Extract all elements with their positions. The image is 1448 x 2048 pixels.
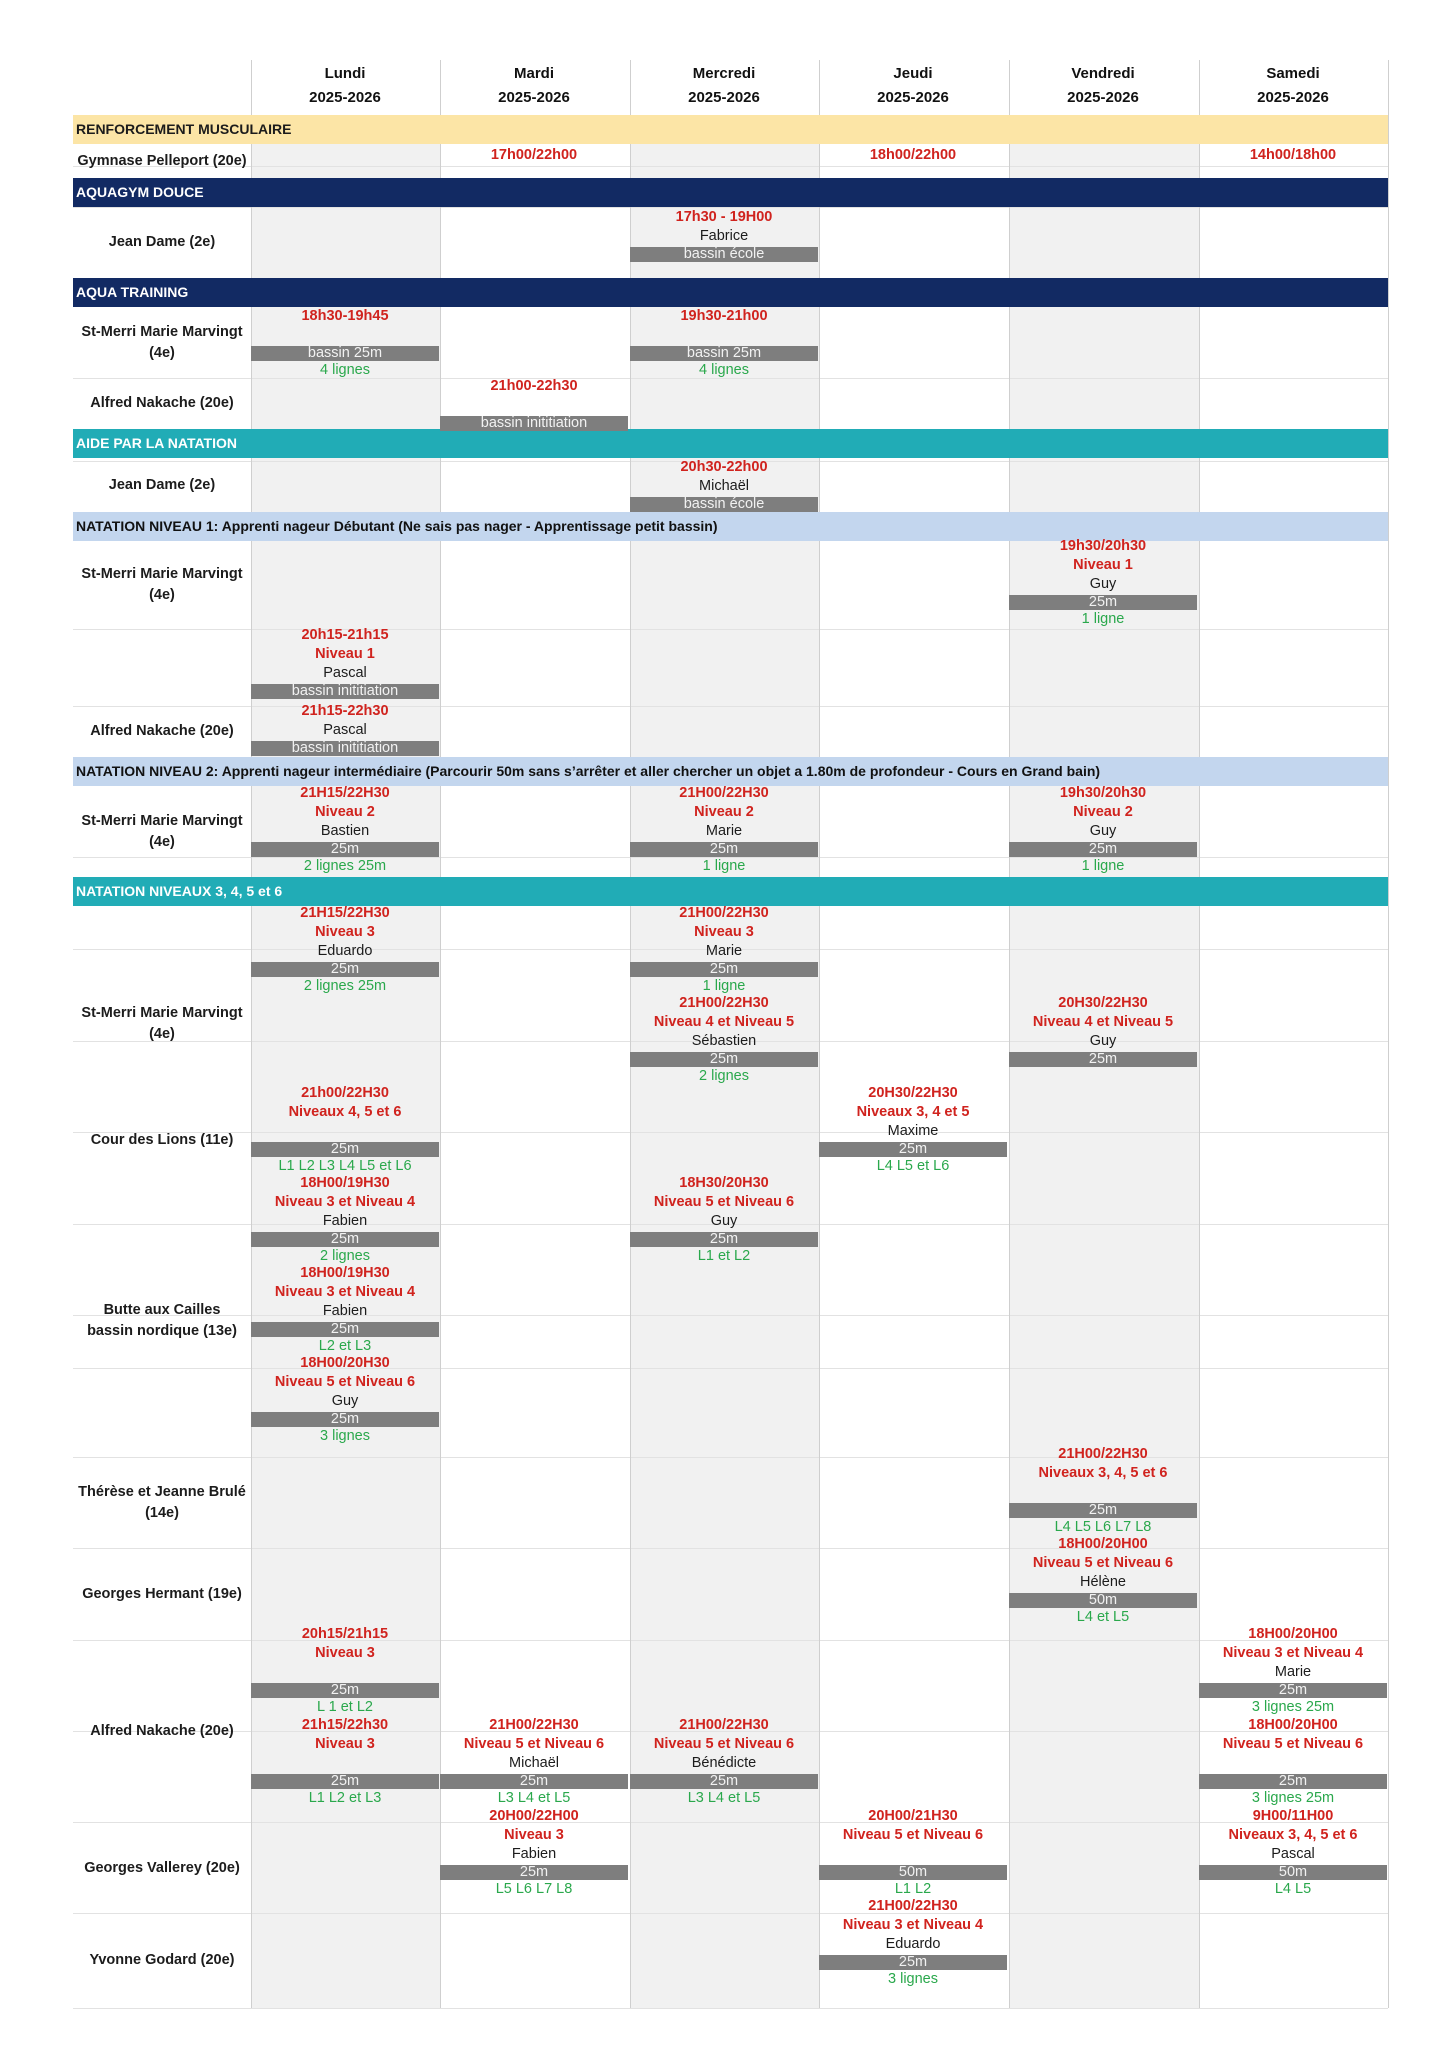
slot-pool: 25m bbox=[440, 1865, 628, 1880]
slot-lanes: 4 lignes bbox=[699, 362, 749, 378]
section-band: RENFORCEMENT MUSCULAIRE bbox=[73, 115, 1388, 144]
slot-pool: 25m bbox=[251, 1412, 439, 1427]
venue-line: (4e) bbox=[149, 587, 175, 603]
slot-time: 14h00/18h00 bbox=[1249, 147, 1337, 163]
venue-line: Butte aux Cailles bbox=[103, 1301, 221, 1318]
venue-line: Georges Vallerey (20e) bbox=[84, 1859, 240, 1876]
slot-time: Niveau 5 et Niveau 6 bbox=[653, 1194, 795, 1210]
venue-label bbox=[73, 207, 251, 278]
slot-time: 20h15-21h15 bbox=[301, 627, 389, 643]
slot-time: Niveau 4 et Niveau 5 bbox=[653, 1014, 795, 1030]
slot-coach: Fabien bbox=[322, 1303, 368, 1319]
slot-pool: 25m bbox=[630, 1232, 818, 1247]
venue-line: Alfred Nakache (20e) bbox=[90, 723, 234, 739]
class-slot bbox=[251, 784, 439, 875]
venue-line: St-Merri Marie Marvingt bbox=[81, 1004, 243, 1021]
slot-pool: bassin inititiation bbox=[251, 684, 439, 699]
slot-pool: 25m bbox=[1199, 1774, 1387, 1789]
slot-time: 21H15/22H30 bbox=[300, 905, 390, 921]
class-slot bbox=[630, 1174, 818, 1265]
day-header-mardi bbox=[440, 62, 628, 114]
slot-time: Niveau 3 bbox=[694, 924, 754, 940]
slot-coach: Bastien bbox=[320, 823, 370, 839]
slot-lanes: 1 ligne bbox=[1081, 858, 1125, 874]
class-slot bbox=[1009, 537, 1197, 628]
slot-pool: 25m bbox=[251, 842, 439, 857]
slot-time: 18h00/22h00 bbox=[869, 147, 957, 163]
venue-line: Georges Hermant (19e) bbox=[82, 1585, 242, 1602]
slot-spacer bbox=[251, 1754, 439, 1773]
slot-time: 9H00/11H00 bbox=[1252, 1808, 1334, 1824]
section-band: AQUAGYM DOUCE bbox=[73, 178, 1388, 207]
slot-lanes: 2 lignes bbox=[320, 1248, 370, 1264]
slot-pool: 25m bbox=[630, 1774, 818, 1789]
day-name: Vendredi bbox=[1071, 65, 1135, 82]
slot-lanes: 1 ligne bbox=[702, 978, 746, 994]
slot-time: 18H00/20H00 bbox=[1248, 1717, 1338, 1733]
slot-pool: 25m bbox=[1009, 1503, 1197, 1518]
slot-time: 21H00/22H30 bbox=[679, 785, 769, 801]
slot-coach: Pascal bbox=[323, 722, 367, 738]
slot-lanes: L1 L2 bbox=[894, 1881, 932, 1897]
slot-time: Niveau 3 et Niveau 4 bbox=[1222, 1645, 1364, 1661]
day-season: 2025-2026 bbox=[1257, 89, 1329, 106]
slot-pool: bassin inititiation bbox=[440, 416, 628, 431]
slot-spacer bbox=[1199, 1754, 1387, 1773]
slot-time: 20H00/21H30 bbox=[868, 1808, 958, 1824]
section-band: NATATION NIVEAU 1: Apprenti nageur Débutant (Ne sais pas nager - Apprentissage petit bassin) bbox=[73, 512, 1388, 541]
venue-name bbox=[81, 564, 242, 606]
slot-lanes: L5 L6 L7 L8 bbox=[495, 1881, 573, 1897]
slot-spacer bbox=[1009, 1483, 1197, 1502]
venue-name bbox=[109, 232, 215, 253]
venue-label bbox=[73, 706, 251, 757]
venue-name bbox=[82, 1584, 242, 1605]
class-slot bbox=[819, 1807, 1007, 1898]
day-header-jeudi bbox=[819, 62, 1007, 114]
venue-label bbox=[73, 1095, 251, 1185]
venue-name bbox=[78, 1482, 246, 1524]
slot-pool: 25m bbox=[251, 1322, 439, 1337]
slot-time: 20H30/22H30 bbox=[1058, 995, 1148, 1011]
slot-lanes: L3 L4 et L5 bbox=[687, 1790, 761, 1806]
slot-pool: 25m bbox=[630, 962, 818, 977]
class-slot bbox=[1009, 994, 1197, 1068]
class-slot bbox=[819, 146, 1007, 165]
slot-time: Niveau 2 bbox=[1073, 804, 1133, 820]
slot-coach: Eduardo bbox=[885, 1936, 941, 1952]
slot-time: 20H00/22H00 bbox=[489, 1808, 579, 1824]
row-separator bbox=[73, 1822, 1388, 1823]
slot-time: 21H00/22H30 bbox=[868, 1898, 958, 1914]
slot-time: Niveaux 3, 4 et 5 bbox=[856, 1104, 970, 1120]
slot-lanes: L1 L2 L3 L4 L5 et L6 bbox=[278, 1158, 412, 1174]
slot-time: 21h15-22h30 bbox=[301, 703, 389, 719]
slot-coach: Hélène bbox=[1080, 1574, 1126, 1590]
slot-time: Niveau 5 et Niveau 6 bbox=[274, 1374, 416, 1390]
day-season: 2025-2026 bbox=[1067, 89, 1139, 106]
slot-pool: bassin école bbox=[630, 497, 818, 512]
column-divider bbox=[1388, 60, 1389, 2008]
venue-name bbox=[87, 1300, 237, 1342]
day-name: Jeudi bbox=[893, 65, 933, 82]
slot-coach: Eduardo bbox=[317, 943, 373, 959]
slot-lanes: L4 L5 bbox=[1274, 1881, 1312, 1897]
slot-time: 20h15/21h15 bbox=[301, 1626, 389, 1642]
venue-line: (4e) bbox=[149, 834, 175, 850]
section-band: NATATION NIVEAUX 3, 4, 5 et 6 bbox=[73, 877, 1388, 906]
slot-pool: 25m bbox=[819, 1142, 1007, 1157]
class-slot bbox=[1009, 1445, 1197, 1536]
slot-pool: 25m bbox=[251, 1142, 439, 1157]
class-slot bbox=[251, 1084, 439, 1175]
slot-time: 21h15/22h30 bbox=[301, 1717, 389, 1733]
slot-spacer bbox=[251, 1122, 439, 1141]
venue-name bbox=[90, 393, 233, 414]
venue-name bbox=[81, 1003, 242, 1045]
slot-lanes: 3 lignes 25m bbox=[1251, 1790, 1335, 1806]
slot-lanes: L4 et L5 bbox=[1076, 1609, 1130, 1625]
day-season: 2025-2026 bbox=[309, 89, 381, 106]
class-slot bbox=[440, 377, 628, 432]
day-season: 2025-2026 bbox=[877, 89, 949, 106]
venue-name bbox=[90, 721, 233, 742]
slot-lanes: 2 lignes 25m bbox=[303, 978, 387, 994]
slot-coach: Pascal bbox=[323, 665, 367, 681]
slot-time: Niveau 5 et Niveau 6 bbox=[653, 1736, 795, 1752]
slot-time: 21H15/22H30 bbox=[300, 785, 390, 801]
slot-lanes: 1 ligne bbox=[1081, 611, 1125, 627]
venue-line: Jean Dame (2e) bbox=[108, 476, 216, 493]
slot-time: Niveaux 4, 5 et 6 bbox=[288, 1104, 402, 1120]
venue-label bbox=[73, 541, 251, 629]
section-band: NATATION NIVEAU 2: Apprenti nageur intermédiaire (Parcourir 50m sans s’arrêter et aller chercher un objet a 1.80m de profondeur - Cours en Grand bain) bbox=[73, 757, 1388, 786]
slot-time: 21H00/22H30 bbox=[489, 1717, 579, 1733]
slot-pool: 25m bbox=[251, 1774, 439, 1789]
slot-time: 20H30/22H30 bbox=[868, 1085, 958, 1101]
slot-coach: Fabien bbox=[511, 1846, 557, 1862]
slot-time: Niveau 2 bbox=[315, 804, 375, 820]
slot-lanes: 1 ligne bbox=[702, 858, 746, 874]
slot-time: 21H00/22H30 bbox=[1058, 1446, 1148, 1462]
class-slot bbox=[819, 1897, 1007, 1988]
slot-pool: 25m bbox=[1009, 595, 1197, 610]
slot-lanes: L 1 et L2 bbox=[317, 1699, 373, 1715]
slot-pool: bassin 25m bbox=[630, 346, 818, 361]
slot-time: Niveau 5 et Niveau 6 bbox=[463, 1736, 605, 1752]
slot-time: Niveau 1 bbox=[1073, 557, 1133, 573]
venue-label bbox=[73, 1548, 251, 1640]
day-header-vendredi bbox=[1009, 62, 1197, 114]
slot-time: Niveau 3 et Niveau 4 bbox=[842, 1917, 984, 1933]
slot-lanes: L4 L5 L6 L7 L8 bbox=[1054, 1519, 1152, 1535]
slot-lanes: 3 lignes 25m bbox=[1251, 1699, 1335, 1715]
slot-coach: Marie bbox=[705, 943, 743, 959]
class-slot bbox=[630, 994, 818, 1085]
slot-coach: Maxime bbox=[887, 1123, 939, 1139]
slot-time: 18H00/19H30 bbox=[300, 1175, 390, 1191]
venue-label bbox=[73, 787, 251, 877]
venue-name bbox=[109, 475, 215, 496]
venue-line: (4e) bbox=[149, 1025, 175, 1042]
venue-label bbox=[73, 1184, 251, 1457]
class-slot bbox=[251, 1354, 439, 1445]
venue-line: (14e) bbox=[145, 1504, 179, 1521]
slot-time: Niveau 3 bbox=[504, 1827, 564, 1843]
slot-pool: 25m bbox=[251, 962, 439, 977]
class-slot bbox=[1009, 1535, 1197, 1626]
slot-time: Niveau 5 et Niveau 6 bbox=[842, 1827, 984, 1843]
slot-pool: 50m bbox=[1009, 1593, 1197, 1608]
slot-spacer bbox=[251, 1663, 439, 1682]
slot-time: 21h00-22h30 bbox=[490, 378, 578, 394]
venue-name bbox=[89, 1950, 234, 1971]
slot-spacer bbox=[819, 1845, 1007, 1864]
venue-line: St-Merri Marie Marvingt bbox=[81, 566, 243, 582]
slot-time: Niveau 3 bbox=[315, 924, 375, 940]
slot-lanes: 2 lignes bbox=[699, 1068, 749, 1084]
slot-lanes: 3 lignes bbox=[320, 1428, 370, 1444]
slot-coach: Sébastien bbox=[691, 1033, 757, 1049]
slot-spacer bbox=[630, 326, 818, 345]
slot-time: 21H00/22H30 bbox=[679, 995, 769, 1011]
class-slot bbox=[1009, 784, 1197, 875]
slot-coach: Fabien bbox=[322, 1213, 368, 1229]
slot-coach: Pascal bbox=[1271, 1846, 1315, 1862]
slot-pool: 25m bbox=[251, 1232, 439, 1247]
venue-label bbox=[73, 145, 251, 177]
venue-line: St-Merri Marie Marvingt bbox=[81, 323, 243, 340]
venue-line: St-Merri Marie Marvingt bbox=[81, 813, 243, 829]
class-slot bbox=[630, 784, 818, 875]
slot-coach: Guy bbox=[710, 1213, 738, 1229]
class-slot bbox=[630, 307, 818, 379]
venue-line: Cour des Lions (11e) bbox=[90, 1131, 234, 1148]
slot-time: Niveau 1 bbox=[315, 646, 375, 662]
slot-pool: 25m bbox=[1009, 842, 1197, 857]
class-slot bbox=[251, 1625, 439, 1716]
venue-label bbox=[73, 307, 251, 378]
class-slot bbox=[251, 626, 439, 700]
slot-time: 18H30/20H30 bbox=[679, 1175, 769, 1191]
section-band: AIDE PAR LA NATATION bbox=[73, 429, 1388, 458]
venue-line: Jean Dame (2e) bbox=[108, 234, 216, 250]
slot-time: 18H00/20H30 bbox=[300, 1355, 390, 1371]
slot-time: Niveau 5 et Niveau 6 bbox=[1222, 1736, 1364, 1752]
slot-time: Niveau 2 bbox=[694, 804, 754, 820]
venue-name bbox=[81, 322, 242, 364]
slot-lanes: 4 lignes bbox=[320, 362, 370, 378]
slot-lanes: L2 et L3 bbox=[318, 1338, 372, 1354]
venue-name bbox=[91, 1130, 234, 1151]
class-slot bbox=[630, 458, 818, 513]
class-slot bbox=[440, 1807, 628, 1898]
slot-time: 18H00/19H30 bbox=[300, 1265, 390, 1281]
slot-coach: Marie bbox=[1274, 1664, 1312, 1680]
class-slot bbox=[630, 904, 818, 995]
slot-time: 18H00/20H00 bbox=[1248, 1626, 1338, 1642]
slot-time: 21H00/22H30 bbox=[679, 905, 769, 921]
class-slot bbox=[251, 702, 439, 757]
slot-time: Niveau 3 et Niveau 4 bbox=[274, 1194, 416, 1210]
slot-pool: 25m bbox=[1199, 1683, 1387, 1698]
class-slot bbox=[1199, 146, 1387, 165]
row-separator bbox=[73, 1913, 1388, 1914]
slot-coach: Fabrice bbox=[699, 228, 749, 244]
slot-pool: 25m bbox=[251, 1683, 439, 1698]
class-slot bbox=[1199, 1807, 1387, 1898]
slot-pool: 50m bbox=[819, 1865, 1007, 1880]
slot-pool: 25m bbox=[819, 1955, 1007, 1970]
class-slot bbox=[251, 307, 439, 379]
class-slot bbox=[819, 1084, 1007, 1175]
venue-line: bassin nordique (13e) bbox=[87, 1322, 237, 1339]
class-slot bbox=[630, 1716, 818, 1807]
slot-coach: Guy bbox=[1089, 576, 1117, 592]
slot-time: 21h00/22H30 bbox=[301, 1085, 389, 1101]
slot-time: 19h30/20h30 bbox=[1059, 538, 1147, 554]
slot-pool: 25m bbox=[440, 1774, 628, 1789]
day-header-mercredi bbox=[630, 62, 818, 114]
slot-pool: 25m bbox=[630, 1052, 818, 1067]
day-season: 2025-2026 bbox=[688, 89, 760, 106]
venue-line: Thérèse et Jeanne Brulé bbox=[78, 1483, 246, 1500]
venue-name bbox=[81, 811, 242, 853]
slot-pool: 25m bbox=[1009, 1052, 1197, 1067]
class-slot bbox=[251, 1174, 439, 1265]
day-header-lundi bbox=[251, 62, 439, 114]
slot-coach: Michaël bbox=[509, 1755, 559, 1771]
column-divider bbox=[819, 60, 820, 2008]
slot-time: Niveau 3 bbox=[315, 1736, 375, 1752]
slot-lanes: L1 et L2 bbox=[697, 1248, 751, 1264]
class-slot bbox=[440, 146, 628, 165]
slot-time: Niveau 5 et Niveau 6 bbox=[1032, 1555, 1174, 1571]
row-separator bbox=[73, 166, 1388, 167]
slot-time: 21H00/22H30 bbox=[679, 1717, 769, 1733]
class-slot bbox=[1199, 1716, 1387, 1807]
slot-lanes: 2 lignes 25m bbox=[303, 858, 387, 874]
slot-time: Niveaux 3, 4, 5 et 6 bbox=[1038, 1465, 1168, 1481]
slot-coach: Guy bbox=[1089, 823, 1117, 839]
slot-time: Niveau 3 bbox=[315, 1645, 375, 1661]
venue-label bbox=[73, 378, 251, 429]
class-slot bbox=[440, 1716, 628, 1807]
venue-label bbox=[73, 1823, 251, 1913]
slot-pool: bassin inititiation bbox=[251, 741, 439, 756]
slot-lanes: L3 L4 et L5 bbox=[497, 1790, 571, 1806]
day-name: Samedi bbox=[1266, 65, 1320, 82]
slot-spacer bbox=[251, 326, 439, 345]
row-separator bbox=[73, 2008, 1388, 2009]
slot-time: 20h30-22h00 bbox=[680, 459, 768, 475]
venue-name bbox=[84, 1858, 240, 1879]
slot-coach: Michaël bbox=[699, 478, 749, 494]
venue-line: Yvonne Godard (20e) bbox=[89, 1952, 235, 1968]
class-slot bbox=[251, 1716, 439, 1807]
slot-time: Niveaux 3, 4, 5 et 6 bbox=[1228, 1827, 1358, 1843]
slot-coach: Guy bbox=[1089, 1033, 1117, 1049]
slot-pool: bassin 25m bbox=[251, 346, 439, 361]
class-slot bbox=[251, 1264, 439, 1355]
venue-label bbox=[73, 1640, 251, 1823]
day-header-samedi bbox=[1199, 62, 1387, 114]
class-slot bbox=[251, 904, 439, 995]
venue-name bbox=[90, 1721, 233, 1742]
class-slot bbox=[1199, 1625, 1387, 1716]
venue-line: Alfred Nakache (20e) bbox=[90, 395, 234, 411]
day-name: Lundi bbox=[324, 65, 366, 82]
venue-label bbox=[73, 1457, 251, 1548]
venue-label bbox=[73, 1913, 251, 2008]
day-name: Mercredi bbox=[692, 65, 756, 82]
venue-line: Gymnase Pelleport (20e) bbox=[77, 152, 247, 169]
slot-lanes: 3 lignes bbox=[888, 1971, 938, 1987]
venue-name bbox=[77, 151, 246, 172]
slot-time: Niveau 4 et Niveau 5 bbox=[1032, 1014, 1174, 1030]
slot-time: 17h00/22h00 bbox=[490, 147, 578, 163]
class-slot bbox=[630, 208, 818, 263]
slot-time: 17h30 - 19H00 bbox=[675, 209, 773, 225]
slot-coach: Bénédicte bbox=[691, 1755, 757, 1771]
day-season: 2025-2026 bbox=[498, 89, 570, 106]
venue-line: Alfred Nakache (20e) bbox=[90, 1723, 234, 1739]
section-band: AQUA TRAINING bbox=[73, 278, 1388, 307]
slot-time: 18H00/20H00 bbox=[1058, 1536, 1148, 1552]
slot-time: 18h30-19h45 bbox=[301, 308, 389, 324]
day-name: Mardi bbox=[513, 65, 554, 82]
slot-lanes: L1 L2 et L3 bbox=[308, 1790, 382, 1806]
slot-coach: Guy bbox=[331, 1393, 359, 1409]
slot-pool: 25m bbox=[630, 842, 818, 857]
slot-lanes: L4 L5 et L6 bbox=[876, 1158, 950, 1174]
slot-pool: 50m bbox=[1199, 1865, 1387, 1880]
slot-time: 19h30/20h30 bbox=[1059, 785, 1147, 801]
slot-pool: bassin école bbox=[630, 247, 818, 262]
slot-spacer bbox=[440, 396, 628, 415]
slot-coach: Marie bbox=[705, 823, 743, 839]
slot-time: Niveau 3 et Niveau 4 bbox=[274, 1284, 416, 1300]
venue-label bbox=[73, 458, 251, 512]
venue-line: (4e) bbox=[149, 344, 175, 361]
slot-time: 19h30-21h00 bbox=[680, 308, 768, 324]
